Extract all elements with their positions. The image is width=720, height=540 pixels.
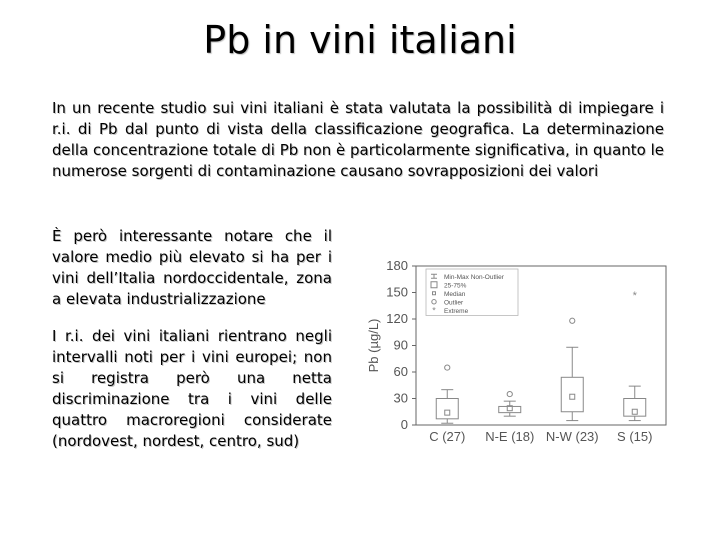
box-iqr xyxy=(499,406,521,412)
outlier-point xyxy=(570,318,575,323)
y-tick-label: 120 xyxy=(386,311,408,326)
y-tick-label: 150 xyxy=(386,284,408,300)
x-tick-label: C (27) xyxy=(429,429,466,444)
y-tick-label: 60 xyxy=(393,364,408,379)
legend-entry: 25-75% xyxy=(444,282,467,290)
y-tick-label: 0 xyxy=(400,417,408,432)
outlier-point xyxy=(507,391,512,396)
extreme-point: * xyxy=(632,290,637,303)
legend-entry: Extreme xyxy=(444,307,469,315)
x-tick-label: N-W (23) xyxy=(545,429,599,444)
box-iqr xyxy=(624,399,646,417)
y-tick-label: 30 xyxy=(393,390,408,406)
legend-entry: Min-Max Non-Outlier xyxy=(444,273,504,281)
legend-entry: Median xyxy=(444,290,466,298)
conclusion-paragraph: I r.i. dei vini italiani rientrano negli intervalli noti per i vini europei; non si registra però una netta discriminazione tra i vini delle quattro macroregioni considerate (nordovest, nordest, centro, sud) xyxy=(52,327,332,450)
y-tick-label: 90 xyxy=(393,337,408,353)
y-tick-label: 180 xyxy=(386,258,408,273)
slide-title: Pb in vini italiani xyxy=(203,18,517,62)
x-tick-label: S (15) xyxy=(617,429,653,444)
pb-boxplot-chart xyxy=(352,248,672,448)
outlier-point xyxy=(445,365,450,370)
legend-symbol: * xyxy=(432,305,436,316)
box-iqr xyxy=(436,399,458,419)
observation-paragraph: È però interessante notare che il valore medio più elevato si ha per i vini dell’Italia nordoccidentale, zona a elevata industrializzazione xyxy=(52,227,332,308)
y-axis-label: Pb (µg/L) xyxy=(366,318,381,373)
legend-entry: Outlier xyxy=(444,299,464,307)
intro-paragraph: In un recente studio sui vini italiani è stata valutata la possibilità di impiegare i r.i. di Pb dal punto di vista della classificazione geografica. La determinazione della concentrazione totale di Pb non è particolarmente significativa, in quanto le numerose sorgenti di contaminazione causano sovrapposizioni dei valori xyxy=(52,99,664,180)
x-tick-label: N-E (18) xyxy=(485,429,535,444)
